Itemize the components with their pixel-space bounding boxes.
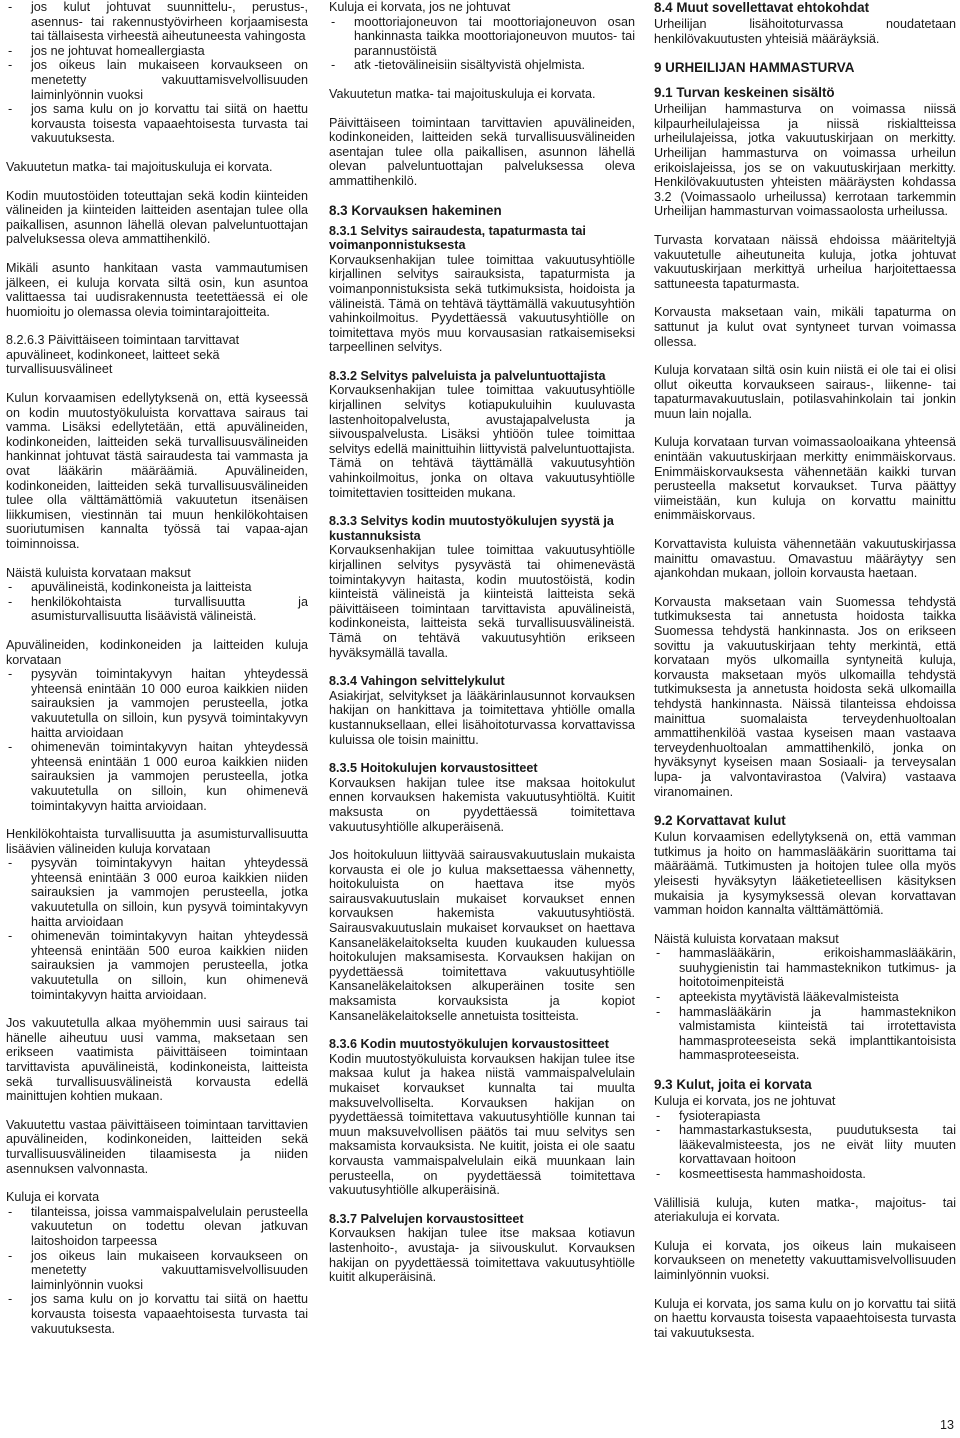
list-item: - jos oikeus lain mukaiseen korvaukseen on menetetty vakuuttamisvelvollisuuden laiminlyönnin vuoksi (6, 58, 308, 102)
deductible-paragraph: Korvattavista kuluista vähennetään vakuutuskirjassa mainittu omavastuu. Omavastuu määräytyy sen ajankohdan mukaan, jolloin korvausta haetaan. (654, 537, 956, 581)
section-8-3-1-heading: 8.3.1 Selvitys sairaudesta, tapaturmasta tai voimanponnistuksesta (329, 223, 586, 253)
list-item: - tilanteissa, joissa vammaispalvelulain perusteella vakuutetun on todettu olevan jatkuvan laitoshoidon tarpeessa (6, 1205, 308, 1249)
exclusions-intro: Kuluja ei korvata, jos ne johtuvat (329, 0, 511, 14)
responsibility-paragraph: Vakuutettu vastaa päivittäiseen toimintaan tarvittavien apuvälineiden, kodinkoneiden, laitteiden sekä turvallisuusvälineiden tilaamisesta ja niiden asennuksen valvonnasta. (6, 1117, 308, 1176)
page-number: 13 (939, 1418, 954, 1432)
section-9-3-list (654, 1109, 956, 1182)
other-law-paragraph: Kuluja korvataan siltä osin kuin niistä ei ole tai ei olisi ollut oikeutta korvaukseen sairaus-, liikenne- tai tapaturmavakuutuslain, potilasvahinkolain tai jonkin muun lain nojalla. (654, 363, 956, 421)
section-8-3-3-paragraph: Korvauksenhakijan tulee toimittaa vakuutusyhtiölle kirjallinen selvitys pysyvästä tai ohimenevästä toimintakyvyn haitasta, kodin muutostöistä, kodin kiinteistä välineistä ja kiinteistä laitteista sekä päivittäiseen toimintaan tarvittavista apuvälineistä, kodinkoneista, laitteista sekä turvallisuusvälineistä. Tämä on tehtävä vakuutusyhtiön erikseen hyväksymällä tavalla. (329, 543, 635, 660)
exclusions-list (6, 0, 308, 146)
section-8-3-7-heading: 8.3.7 Palvelujen korvaustositteet (329, 1211, 524, 1226)
disability-housing-paragraph: Mikäli asunto hankitaan vasta vammautumisen jälkeen, ei kuluja korvata siltä osin, kun asuntoa valittaessa tai uudisrakennusta teetettäessä ei ole huomioitu jo olemassa olevia toimintarajoitteita. (6, 260, 308, 319)
list-item: - apteekista myytävistä lääkevalmisteista (654, 990, 956, 1005)
list-item: - jos oikeus lain mukaiseen korvaukseen on menetetty vakuuttamisvelvollisuuden laiminlyönnin vuoksi (6, 1249, 308, 1293)
section-8-3-5-paragraph-a: Korvauksen hakijan tulee itse maksaa hoitokulut ennen korvauksen hakemista vakuutusyhtiöltä. Kuitit maksusta on pyydettäessä toimitettava vakuutusyhtiölle alkuperäisenä. (329, 775, 635, 834)
list-item: - ohimenevän toimintakyvyn haitan yhteydessä yhteensä enintään 1 000 euroa kaikkien niiden sairauksien ja vammojen perusteella, jotka vakuutetulla on silloin, kun ohimenevä toimintakyvyn haitta arvioidaan. (6, 740, 308, 813)
costs-intro: Näistä kuluista korvataan maksut (6, 565, 191, 580)
fees-list (654, 946, 956, 1063)
section-8-3-2-paragraph: Korvauksenhakijan tulee toimittaa vakuutusyhtiölle kirjallinen selvitys kotiapukuluihin kuuluvasta lastenhoitopalvelusta, avustajapalvelusta ja siivouspalvelusta. Lisäksi yhtiöön tulee toimittaa selvitys edellä mainittuihin liittyvistä palveluntuottajista. Tämä on tehtävä täyttämällä vakuutusyhtiön vahinkoilmoitus, jonka on oltava vakuutusyhtiölle toimitettavien tositteiden mukana. (329, 383, 635, 500)
safety-intro: Henkilökohtaista turvallisuutta ja asumisturvallisuutta lisäävien välineiden kuluja korvataan (6, 827, 308, 856)
chapter-9-heading: 9 URHEILIJAN HAMMASTURVA (654, 60, 855, 76)
vehicle-exclusions-list (329, 15, 635, 73)
section-8-3-1-paragraph: Korvauksenhakijan tulee toimittaa vakuutusyhtiölle kirjallinen selvitys sairauksista, tapaturmista ja voimanponnistuksista sekä tutkimuksista, hoidoista ja välineistä. Tämä on tehtävä täyttämällä vakuutusyhtiön vahinkoilmoitus. Pyydettäessä vakuutusyhtiölle on toimitettava myös muu korvausasian ratkaisemiseksi tarpeellinen selvitys. (329, 252, 635, 355)
section-8-3-7-paragraph: Korvauksen hakijan tulee itse maksaa kotiavun lastenhoito-, avustaja- ja siivouskulut. Korvauksen hakijan on pyydettäessä toimitettava vakuutusyhtiölle kuitit alkuperäisinä. (329, 1226, 635, 1285)
section-9-3-intro: Kuluja ei korvata, jos ne johtuvat (654, 1094, 836, 1109)
safety-list (6, 856, 308, 1002)
maximum-sum-paragraph: Kuluja korvataan turvan voimassaoloaikana yhteensä enintään vakuutuskirjaan merkitty enimmäiskorvaus. Enimmäiskorvauksesta vähennetään kaikki turvan perusteella maksetut korvaukset. Turva päättyy viimeistään, kun kuluja on korvattu mainittu enimmäiskorvaus. (654, 435, 956, 523)
section-8-3-3-heading: 8.3.3 Selvitys kodin muutostyökulujen syystä ja kustannuksista (329, 514, 614, 543)
section-9-1-paragraph: Urheilijan hammasturva on voimassa niissä kilpaurheilulajeissa ja niissä riskialtteissa urheilulajeissa, jotka vakuutuskirjaan on merkitty. Urheilijan hammasturva on voimassa urheilun erikoislajeissa, jos se on vakuutuskirjaan merkitty. Henkilövakuutusten yhteisten määräysten kohdassa 3.2 (Voimassaolo urheilussa) kerrotaan tarkemmin Urheilijan hammasturvan voimassaolosta urheilussa. (654, 102, 956, 219)
installer-paragraph: Päivittäiseen toimintaan tarvittavien apuvälineiden, kodinkoneiden, laitteiden sekä turvallisuusvälineiden asentajan tulee olla paikallisen, asunnon lähellä olevan palveluntuottajan palveluksessa oleva ammattihenkilö. (329, 115, 635, 188)
list-item: - ohimenevän toimintakyvyn haitan yhteydessä yhteensä enintään 500 euroa kaikkien niiden sairauksien ja vammojen perusteella, jotka vakuutetulla on silloin, kun ohimenevä toimintakyvyn haitta arvioidaan. (6, 929, 308, 1002)
not-covered-intro: Kuluja ei korvata (6, 1190, 100, 1205)
new-illness-paragraph: Jos vakuutetulla alkaa myöhemmin uusi sairaus tai hänelle aiheutuu uusi vamma, maksetaan sen erikseen vaatimista päivittäiseen toimintaan tarvittavista apuvälineistä, kodinkoneista, laitteista sekä turvallisuusvälineistä korvausta edellä mainittujen kohtien mukaan. (6, 1016, 308, 1104)
travel-costs-note: Vakuutetun matka- tai majoituskuluja ei korvata. (6, 159, 273, 174)
list-item: - hammaslääkärin ja hammasteknikon valmistamista kiinteistä tai irrotettavista hammasproteeseista sekä implanttikantoisista hammasproteeseista. (654, 1005, 956, 1063)
section-8-3-5-heading: 8.3.5 Hoitokulujen korvaustositteet (329, 761, 538, 776)
column-right (654, 0, 956, 1340)
column-left (6, 0, 308, 1336)
already-compensated-paragraph: Kuluja ei korvata, jos sama kulu on jo korvattu tai siitä on haettu korvausta toisesta vapaaehtoisesta turvasta tai vakuutuksesta. (654, 1296, 956, 1340)
list-item: - atk -tietovälineisiin sisältyvistä ohjelmista. (329, 58, 635, 73)
law-neglect-paragraph: Kuluja ei korvata, jos oikeus lain mukaiseen korvaukseen on menetetty vakuuttamisvelvollisuuden laiminlyönnin vuoksi. (654, 1238, 956, 1282)
column-middle (329, 0, 635, 1285)
list-item: - hammaslääkärin, erikoishammaslääkärin, suuhygienistin tai hammasteknikon tutkimus- ja hoitotoimenpiteistä (654, 946, 956, 990)
not-covered-list (6, 1205, 308, 1336)
list-item: - kosmeettisesta hammashoidosta. (654, 1167, 956, 1182)
list-item: - jos kulut johtuvat suunnittelu-, perustus-, asennus- tai rakennustyövirheen korjaamisesta tai tällaisesta virheestä aiheutuneesta vahingosta (6, 0, 308, 44)
section-8-4-heading: 8.4 Muut sovellettavat ehtokohdat (654, 0, 870, 15)
list-item: - apuvälineistä, kodinkoneista ja laitteista (6, 580, 308, 595)
finland-paragraph: Korvausta maksetaan vain Suomessa tehdystä tutkimuksesta tai annetusta hoidosta taikka Suomessa tehdystä hankinnasta. Jos on erikseen sovittu ja vakuutuskirjaan tehty merkintä, että korvataan myös ulkomailla syntyneitä kuluja, korvausta maksetaan myös ulkomailla tehdystä tutkimuksesta ja annetusta hoidosta sekä ulkomailla tehdystä hankinnasta. Näissä tilanteissa ehdoissa mainittua suomalaista terveydenhuoltoalan ammattihenkilöä vastaa kyseisen maan vastaava terveydenhuoltoalan ammattihenkilö, jonka on hyväksynyt kyseisen maan Sosiaali- ja terveysalan lupa- ja valvontavirastoa (Valvira) vastaava viranomainen. (654, 594, 956, 799)
section-8-3-5-paragraph-b: Jos hoitokuluun liittyvää sairausvakuutuslain mukaista korvausta ei ole jo kulua maksettaessa vähennetty, hoitokuluista on haettava itse myös sairausvakuutuslain mukaiset korvaukset ennen korvauksen hakemista vakuutusyhtiöstä. Sairausvakuutuslain mukaiset korvaukset on haettava Kansaneläkelaitokselta kuuden kuukauden kuluessa hoitokulujen maksamisesta. Korvauksen hakijan on pyydettäessä toimitettava vakuutusyhtiölle Kansaneläkelaitoksen alkuperäinen tosite sen maksamista korvauksista ja kopiot Kansaneläkelaitokselle annetuista tositteista. (329, 848, 635, 1023)
section-8-3-6-paragraph: Kodin muutostyökuluista korvauksen hakijan tulee itse maksaa kulut ja hakea niistä vammaispalvelulain mukaiset korvaukset kunnalta tai muulta maksuvelvolliselta. Korvauksen hakijan on pyydettäessä toimitettava vakuutusyhtiölle kunnan tai muun maksuvelvollisen päätös tai muu selvitys sen maksamista korvauksista. Ne kuitit, joista ei ole saatu korvausta vammaispalvelulain eikä muunkaan lain perusteella, on pyydettäessä toimitettava vakuutusyhtiölle alkuperäisinä. (329, 1051, 635, 1198)
section-8-3-4-heading: 8.3.4 Vahingon selvittelykulut (329, 674, 505, 689)
section-9-2-heading: 9.2 Korvattavat kulut (654, 813, 786, 829)
section-8-3-heading: 8.3 Korvauksen hakeminen (329, 202, 502, 218)
list-item: - moottoriajoneuvon tai moottoriajoneuvon osan hankinnasta taikka moottoriajoneuvon muutos- tai parannustöistä (329, 15, 635, 59)
section-8-2-6-3-paragraph: Kulun korvaamisen edellytyksenä on, että kyseessä on kodin muutostyökuluista korvattava sairaus tai vamma. Lisäksi edellytetään, että apuvälineiden, kodinkoneiden, laitteiden sekä turvallisuusvälineiden hankinnat johtuvat tästä sairaudesta tai vammasta ja ovat lääkärin määräämiä. Apuvälineiden, kodinkoneiden, laitteiden sekä turvallisuusvälineiden tulee olla välttämättömiä vakuutetun itsenäisen liikkumisen, viestinnän tai muun henkilökohtaisen suoriutumisen kannalta työssä tai vapaa-ajan toiminnoissa. (6, 391, 308, 551)
section-8-2-6-3-heading: 8.2.6.3 Päivittäiseen toimintaan tarvittavat apuvälineet, kodinkoneet, laitteet sekä turvallisuusvälineet (6, 333, 240, 377)
list-item: - jos ne johtuvat homeallergiasta (6, 44, 308, 59)
list-item: - jos sama kulu on jo korvattu tai siitä on haettu korvausta toisesta vapaaehtoisesta turvasta tai vakuutuksesta. (6, 1292, 308, 1336)
section-9-1-heading: 9.1 Turvan keskeinen sisältö (654, 85, 835, 101)
section-9-3-heading: 9.3 Kulut, joita ei korvata (654, 1077, 812, 1093)
list-item: - jos sama kulu on jo korvattu tai siitä on haettu korvausta toisesta vapaaehtoisesta turvasta tai vakuutuksesta. (6, 102, 308, 146)
aids-intro: Apuvälineiden, kodinkoneiden ja laitteiden kuluja korvataan (6, 637, 308, 667)
list-item: - pysyvän toimintakyvyn haitan yhteydessä yhteensä enintään 3 000 euroa kaikkien niiden sairauksien ja vammojen perusteella, jotka vakuutetulla on silloin, kun pysyvä toimintakyvyn haitta arvioidaan (6, 856, 308, 929)
list-item: - henkilökohtaista turvallisuutta ja asumisturvallisuutta lisäävistä välineistä. (6, 595, 308, 624)
indirect-costs-paragraph: Välillisiä kuluja, kuten matka-, majoitus- tai ateriakuluja ei korvata. (654, 1195, 956, 1225)
accident-coverage-paragraph: Turvasta korvataan näissä ehdoissa määriteltyjä vakuutetulle aiheutuneita kuluja, jotka johtuvat vakuutuskirjaan merkittyä urheilua harjoitettaessa sattuneesta tapaturmasta. (654, 232, 956, 291)
section-8-3-6-heading: 8.3.6 Kodin muutostyökulujen korvaustositteet (329, 1037, 609, 1052)
validity-paragraph: Korvausta maksetaan vain, mikäli tapaturma on sattunut ja kulut ovat syntyneet turvan voimassa ollessa. (654, 305, 956, 349)
travel-costs-note: Vakuutetun matka- tai majoituskuluja ei korvata. (329, 86, 596, 101)
costs-list (6, 580, 308, 624)
fees-intro: Näistä kuluista korvataan maksut (654, 931, 839, 946)
list-item: - pysyvän toimintakyvyn haitan yhteydessä yhteensä enintään 10 000 euroa kaikkien niiden sairauksien ja vammojen perusteella, jotka vakuutetulla on silloin, kun pysyvä toimintakyvyn haitta arvioidaan (6, 667, 308, 740)
section-8-4-paragraph: Urheilijan lisähoitoturvassa noudatetaan henkilövakuutusten yhteisiä määräyksiä. (654, 17, 956, 46)
list-item: - fysioterapiasta (654, 1109, 956, 1124)
home-installer-paragraph: Kodin muutostöiden toteuttajan sekä kodin kiinteiden välineiden ja kiinteiden laitteiden asentajan tulee olla paikallisen, asunnon lähellä olevan palveluntuottajan palveluksessa oleva ammattihenkilö. (6, 188, 308, 247)
section-9-2-paragraph: Kulun korvaamisen edellytyksenä on, että vamman tutkimus ja hoito on hammaslääkärin suorittama tai määräämä. Tutkimusten ja hoitojen tulee olla myös yleisesti hyväksytyn lääketieteellisen käsityksen mukaisia ja kysymyksessä olevan korvattavan vamman hoidon kannalta välttämättömiä. (654, 830, 956, 918)
section-8-3-2-heading: 8.3.2 Selvitys palveluista ja palveluntuottajista (329, 368, 606, 383)
section-8-3-4-paragraph: Asiakirjat, selvitykset ja lääkärinlausunnot korvauksen hakijan on hankittava ja toimitettava yhtiölle omalla kustannuksellaan, ellei lisähoitoturvassa korvattavissa kuluissa ole toisin mainittu. (329, 688, 635, 747)
aids-list (6, 667, 308, 813)
list-item: - hammastarkastuksesta, puudutuksesta tai lääkevalmisteesta, jos ne eivät liity muuten korvattavaan hoitoon (654, 1123, 956, 1167)
